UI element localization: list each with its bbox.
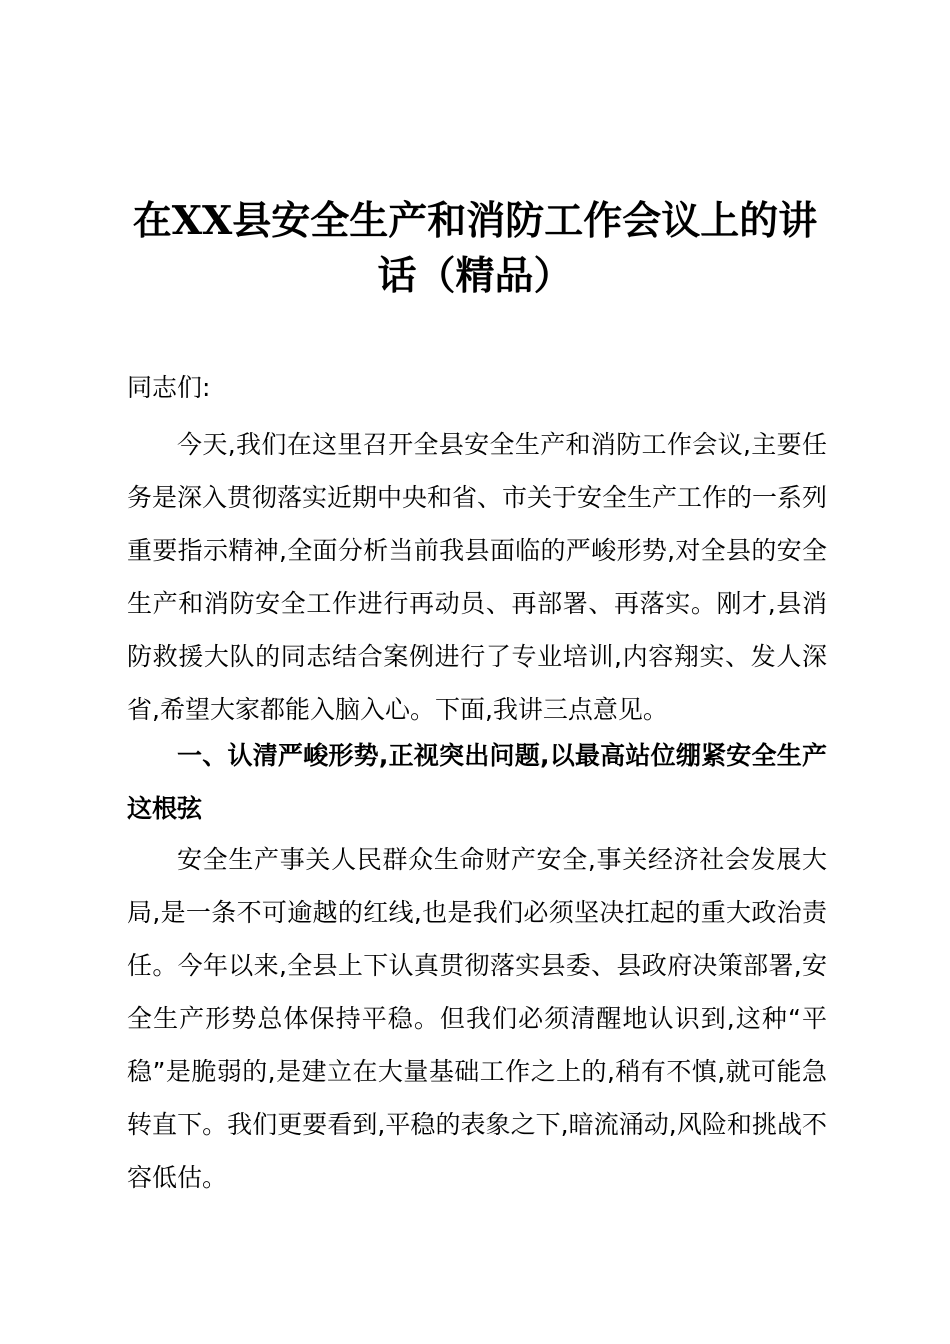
opening-paragraph: 今天,我们在这里召开全县安全生产和消防工作会议,主要任务是深入贯彻落实近期中央和省、市关于安全生产工作的一系列重要指示精神,全面分析当前我县面临的严峻形势,对全县的安全生产和消防安全工作进行再动员、再部署、再落实。刚才,县消防救援大队的同志结合案例进行了专业培训,内容翔实、发人深省,希望大家都能入脑入心。下面,我讲三点意见。 <box>127 430 828 724</box>
section-paragraph: 安全生产事关人民群众生命财产安全,事关经济社会发展大局,是一条不可逾越的红线,也是我们必须坚决扛起的重大政治责任。今年以来,全县上下认真贯彻落实县委、县政府决策部署,安全生产形势总体保持平稳。但我们必须清醒地认识到,这种“平稳”是脆弱的,是建立在大量基础工作之上的,稍有不慎,就可能急转直下。我们更要看到,平稳的表象之下,暗流涌动,风险和挑战不容低估。 <box>127 845 827 1192</box>
document-title: 在XX县安全生产和消防工作会议上的讲话（精品） <box>132 198 818 299</box>
section-heading: 一、认清严峻形势,正视突出问题,以最高站位绷紧安全生产这根弦 <box>127 741 827 823</box>
salutation: 同志们: <box>127 373 211 402</box>
